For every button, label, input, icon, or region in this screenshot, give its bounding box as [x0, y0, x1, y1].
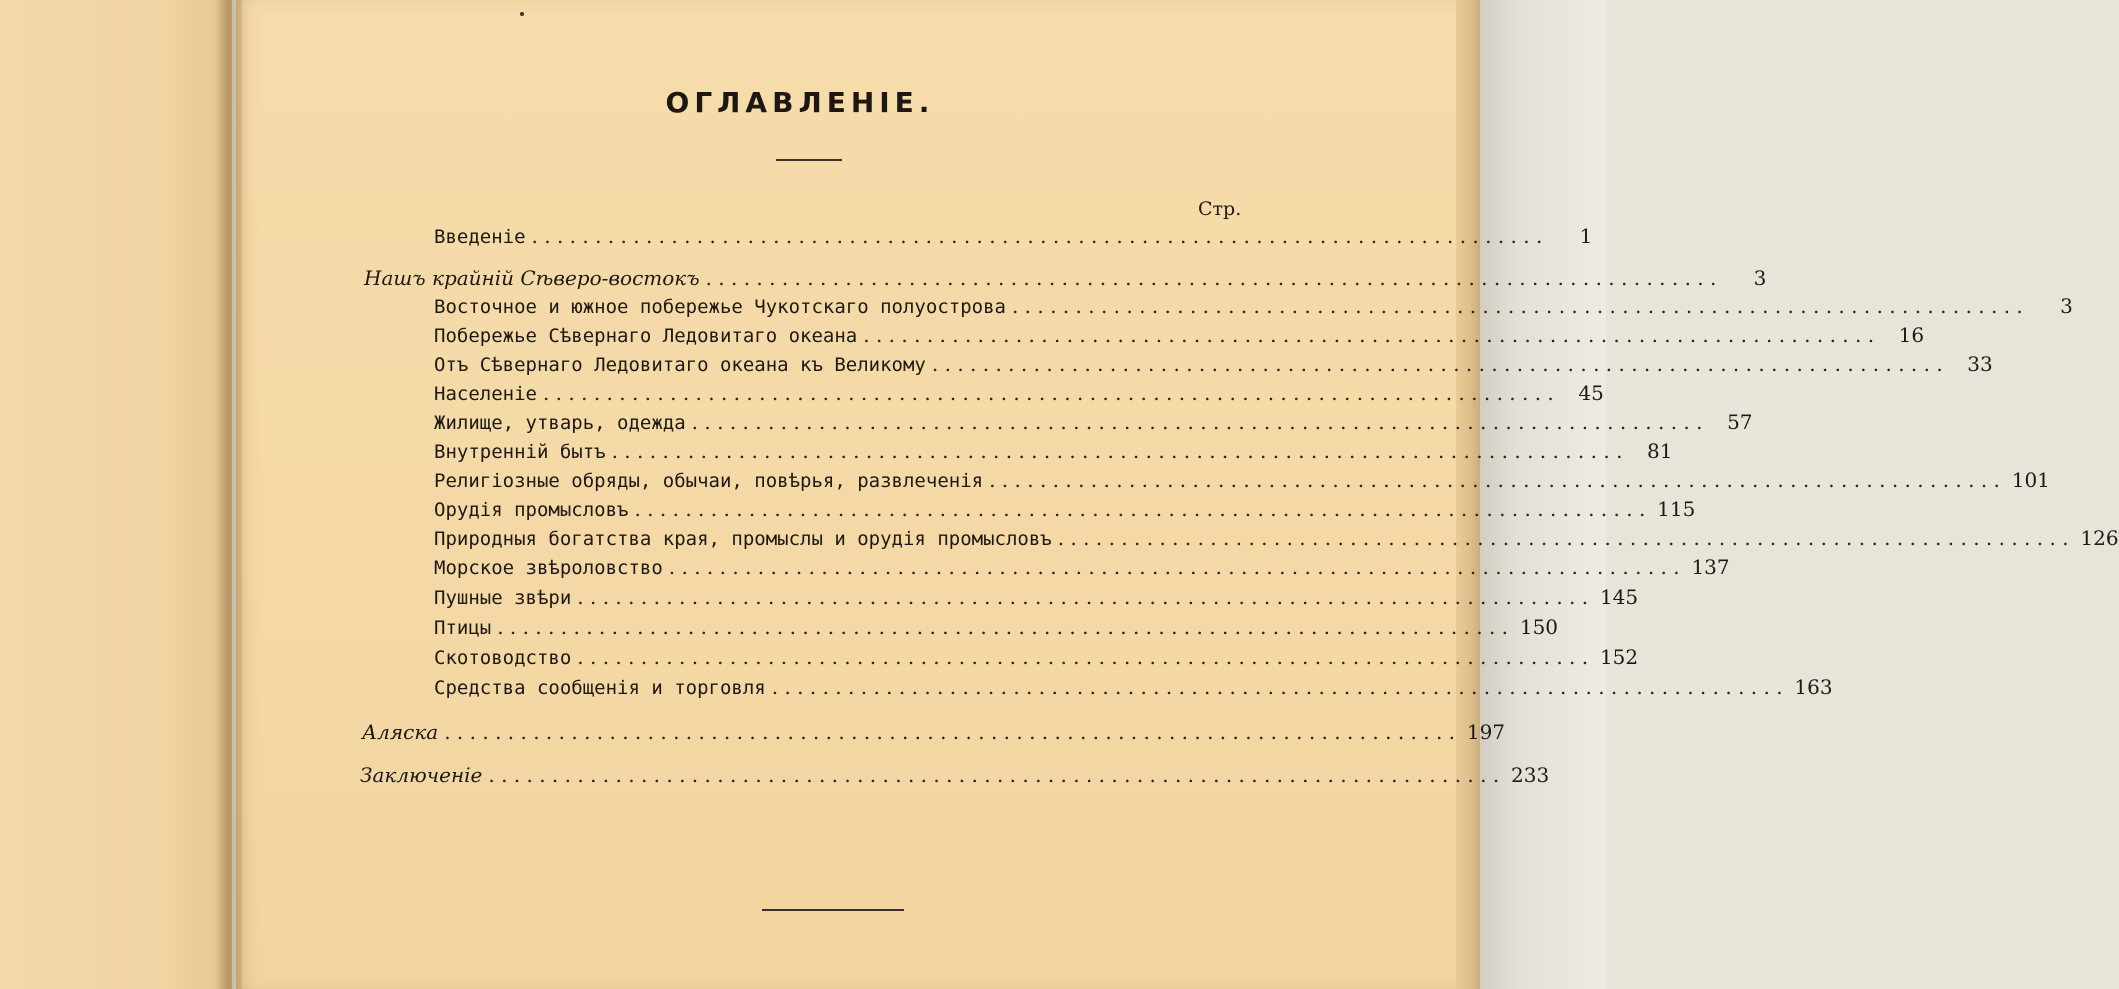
- toc-leader-dots: . . . . . . . . . . . . . . . . . . . . . . . . . . . . . . . . . . . . . . . . . . . . . . . . . . . . . . . . . . . . . . . . . . . . . . . . . . . . . . . .: [488, 763, 1500, 787]
- toc-entry: [434, 352, 1993, 380]
- toc-entry: [434, 468, 2050, 496]
- toc-leader-dots: . . . . . . . . . . . . . . . . . . . . . . . . . . . . . . . . . . . . . . . . . . . . . . . . . . . . . . . . . . . . . . . . . . . . . . . . . . . . . . . .: [497, 615, 1509, 639]
- toc-entry: [434, 497, 1696, 525]
- toc-entry-label: Аляска: [362, 720, 439, 744]
- toc-entry-label: Внутренній бытъ: [434, 441, 606, 463]
- toc-leader-dots: . . . . . . . . . . . . . . . . . . . . . . . . . . . . . . . . . . . . . . . . . . . . . . . . . . . . . . . . . . . . . . . . . . . . . . . . . . . . . . . .: [634, 497, 1646, 521]
- toc-leader-dots: . . . . . . . . . . . . . . . . . . . . . . . . . . . . . . . . . . . . . . . . . . . . . . . . . . . . . . . . . . . . . . . . . . . . . . . . . . . . . . . .: [577, 585, 1589, 609]
- toc-entry: [434, 555, 1730, 583]
- toc-entry-page: 150: [1519, 615, 1559, 639]
- toc-entry-label: Отъ Сѣвернаго Ледовитаго океана къ Великому: [434, 354, 926, 376]
- toc-entry: [434, 410, 1753, 438]
- toc-entry-label: Побережье Сѣвернаго Ледовитаго океана: [434, 325, 858, 347]
- toc-entry-label: Морское звѣроловство: [434, 557, 663, 579]
- table-surface: [1470, 0, 1606, 989]
- toc-leader-dots: . . . . . . . . . . . . . . . . . . . . . . . . . . . . . . . . . . . . . . . . . . . . . . . . . . . . . . . . . . . . . . . . . . . . . . . . . . . . . . . .: [771, 675, 1783, 699]
- toc-entry-label: Скотоводство: [434, 647, 572, 669]
- toc-entry-page: 45: [1578, 381, 1604, 405]
- toc-entry-label: Населеніе: [434, 383, 537, 405]
- toc-entry-label: Жилище, утварь, одежда: [434, 412, 686, 434]
- toc-entry-label: Природныя богатства края, промыслы и орудія промысловъ: [434, 528, 1052, 550]
- toc-entry-page: 152: [1599, 645, 1639, 669]
- toc-entry: [434, 294, 2073, 322]
- page-column-header: Стр.: [1198, 198, 1242, 220]
- toc-entry: [434, 526, 2119, 554]
- toc-entry-page: 3: [1753, 266, 1767, 290]
- book-gutter: [216, 0, 242, 989]
- toc-leader-dots: . . . . . . . . . . . . . . . . . . . . . . . . . . . . . . . . . . . . . . . . . . . . . . . . . . . . . . . . . . . . . . . . . . . . . . . . . . . . . . . .: [931, 352, 1943, 376]
- toc-entry: [360, 763, 1550, 791]
- toc-entry-label: Нашъ крайній Сѣверо-востокъ: [364, 266, 700, 290]
- toc-entry-page: 197: [1466, 720, 1506, 744]
- toc-entry: [434, 675, 1833, 703]
- toc-entry-label: Восточное и южное побережье Чукотскаго полуострова: [434, 296, 1006, 318]
- page-edge: [1456, 0, 1480, 989]
- toc-entry-label: Заключеніе: [360, 763, 483, 787]
- toc-entry-page: 1: [1579, 224, 1593, 248]
- toc-leader-dots: . . . . . . . . . . . . . . . . . . . . . . . . . . . . . . . . . . . . . . . . . . . . . . . . . . . . . . . . . . . . . . . . . . . . . . . . . . . . . . . .: [863, 323, 1875, 347]
- toc-entry: [362, 720, 1506, 748]
- toc-leader-dots: . . . . . . . . . . . . . . . . . . . . . . . . . . . . . . . . . . . . . . . . . . . . . . . . . . . . . . . . . . . . . . . . . . . . . . . . . . . . . . . .: [542, 381, 1554, 405]
- toc-entry: [434, 323, 1925, 351]
- page-title: ОГЛАВЛЕНІЕ.: [665, 86, 935, 119]
- toc-entry-label: Птицы: [434, 617, 492, 639]
- toc-entry: [364, 266, 1767, 294]
- toc-entry-label: Средства сообщенія и торговля: [434, 677, 766, 699]
- toc-entry-label: Религіозные обряды, обычаи, повѣрья, развлеченія: [434, 470, 984, 492]
- toc-entry: [434, 615, 1559, 643]
- toc-entry: [434, 585, 1639, 613]
- toc-entry: [434, 439, 1673, 467]
- toc-entry-page: 57: [1727, 410, 1753, 434]
- toc-leader-dots: . . . . . . . . . . . . . . . . . . . . . . . . . . . . . . . . . . . . . . . . . . . . . . . . . . . . . . . . . . . . . . . . . . . . . . . . . . . . . . . .: [705, 266, 1717, 290]
- toc-entry: [434, 381, 1604, 409]
- toc-entry: [434, 224, 1593, 252]
- toc-entry-page: 126: [2080, 526, 2119, 550]
- toc-entry-page: 233: [1511, 763, 1550, 787]
- toc-leader-dots: . . . . . . . . . . . . . . . . . . . . . . . . . . . . . . . . . . . . . . . . . . . . . . . . . . . . . . . . . . . . . . . . . . . . . . . . . . . . . . . .: [444, 720, 1456, 744]
- toc-entry-page: 101: [2011, 468, 2050, 492]
- toc-entry-page: 145: [1599, 585, 1639, 609]
- toc-entry-label: Орудія промысловъ: [434, 499, 629, 521]
- toc-entry-page: 137: [1691, 555, 1730, 579]
- toc-leader-dots: . . . . . . . . . . . . . . . . . . . . . . . . . . . . . . . . . . . . . . . . . . . . . . . . . . . . . . . . . . . . . . . . . . . . . . . . . . . . . . . .: [668, 555, 1680, 579]
- toc-entry-label: Пушные звѣри: [434, 587, 572, 609]
- paper-speck: [520, 12, 524, 16]
- toc-leader-dots: . . . . . . . . . . . . . . . . . . . . . . . . . . . . . . . . . . . . . . . . . . . . . . . . . . . . . . . . . . . . . . . . . . . . . . . . . . . . . . . .: [577, 645, 1589, 669]
- toc-leader-dots: . . . . . . . . . . . . . . . . . . . . . . . . . . . . . . . . . . . . . . . . . . . . . . . . . . . . . . . . . . . . . . . . . . . . . . . . . . . . . . . .: [989, 468, 2000, 492]
- toc-leader-dots: . . . . . . . . . . . . . . . . . . . . . . . . . . . . . . . . . . . . . . . . . . . . . . . . . . . . . . . . . . . . . . . . . . . . . . . . . . . . . . . .: [1011, 294, 2023, 318]
- toc-entry-page: 16: [1898, 323, 1925, 347]
- toc-entry-page: 3: [2060, 294, 2073, 318]
- toc-entry-page: 81: [1646, 439, 1673, 463]
- toc-leader-dots: . . . . . . . . . . . . . . . . . . . . . . . . . . . . . . . . . . . . . . . . . . . . . . . . . . . . . . . . . . . . . . . . . . . . . . . . . . . . . . . .: [691, 410, 1703, 434]
- left-page: [0, 0, 232, 989]
- toc-entry-page: 163: [1794, 675, 1833, 699]
- toc-leader-dots: . . . . . . . . . . . . . . . . . . . . . . . . . . . . . . . . . . . . . . . . . . . . . . . . . . . . . . . . . . . . . . . . . . . . . . . . . . . . . . . .: [531, 224, 1543, 248]
- title-rule: [776, 159, 842, 161]
- toc-entry-page: 115: [1657, 497, 1696, 521]
- toc-entry-page: 33: [1967, 352, 1993, 376]
- toc-leader-dots: . . . . . . . . . . . . . . . . . . . . . . . . . . . . . . . . . . . . . . . . . . . . . . . . . . . . . . . . . . . . . . . . . . . . . . . . . . . . . . . .: [611, 439, 1623, 463]
- toc-entry-label: Введеніе: [434, 226, 526, 248]
- toc-leader-dots: . . . . . . . . . . . . . . . . . . . . . . . . . . . . . . . . . . . . . . . . . . . . . . . . . . . . . . . . . . . . . . . . . . . . . . . . . . . . . . . .: [1057, 526, 2069, 550]
- footer-rule: [762, 909, 904, 911]
- toc-entry: [434, 645, 1639, 673]
